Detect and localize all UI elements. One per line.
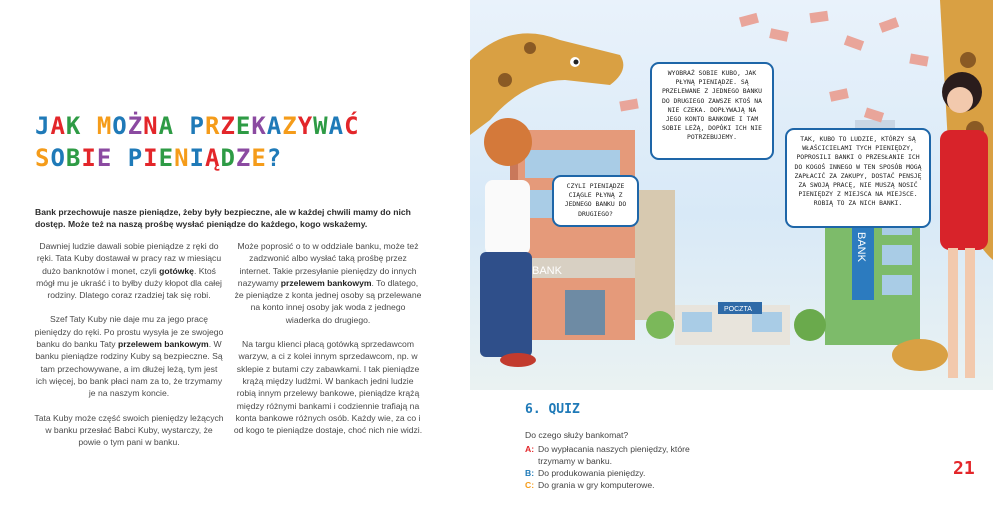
quiz-option-a[interactable]: A: Do wypłacania naszych pieniędzy, które trzymamy w banku. <box>525 444 690 466</box>
title-letter: A <box>328 112 345 140</box>
keyword: przelewem bankowym <box>117 339 209 350</box>
sign-bank-right: BANK <box>855 232 867 262</box>
title-letter: O <box>50 144 66 172</box>
title-letter: I <box>81 144 97 172</box>
title-letter: Ć <box>344 112 360 140</box>
keyword: przelewem bankowym <box>280 277 372 288</box>
title-letter: N <box>174 144 190 172</box>
tree <box>794 309 826 341</box>
speech-bubble-woman: TAK, KUBO TO LUDZIE, KTÓRZY SĄ WŁAŚCICIELAMI TYCH PIENIĘDZY, POPROSILI BANKI O PRZESŁANIE ICH DO KOGOŚ INNEGO W TEN SPOSÓB MOGĄ ZAPŁACIĆ ZA ZAKUPY, DOSTAĆ PENSJĘ ZA SWOJĄ PRACĘ, NIE MUSZĄ NOSIĆ PIENIĘDZY Z MIEJSCA NA MIEJSCE. ROBIĄ TO ZA NICH BANKI. <box>785 128 931 228</box>
title-letter: S <box>35 144 51 172</box>
title-letter: A <box>158 112 175 140</box>
right-page <box>470 0 993 506</box>
title-letter: B <box>65 144 82 172</box>
title-letter: Z <box>282 112 298 140</box>
title-letter: O <box>112 112 128 140</box>
text-column-2 <box>233 240 423 448</box>
paragraph: Dawniej ludzie dawali sobie pieniądze z ręki do ręki. Tata Kuby dostawał w pracy raz w miesiącu dużo banknotów i monet, czyli gotówkę. Ktoś mógł mu je ukraść i to byłby duży kłopot dla całej rodziny. Dlatego coraz rzadziej tak się robi. <box>36 241 222 301</box>
title-letter: ? <box>266 144 283 172</box>
title-letter: Y <box>297 112 314 140</box>
title-letter: K <box>65 112 82 140</box>
paragraph: Tata Kuby może część swoich pieniędzy leżących w banku przesłać Babci Kuby, wystarczy, że powie o tym pani w banku. <box>34 412 224 448</box>
title-letter: I <box>189 144 205 172</box>
speech-bubble-giraffe: WYOBRAŹ SOBIE KUBO, JAK PŁYNĄ PIENIĄDZE. SĄ PRZELEWANE Z JEDNEGO BANKU DO DRUGIEGO ZAWSZE KTOŚ NA NIE CZEKA. DOPŁYWAJĄ NA JEGO KONTO BANKOWE I TAM SOBIE LEŻĄ, DOPÓKI ICH NIE POTRZEBUJEMY. <box>650 62 774 160</box>
title-letter: Z <box>220 112 236 140</box>
title-line-1 <box>35 110 360 142</box>
title-letter <box>112 144 127 172</box>
title-letter: Ż <box>127 112 144 140</box>
quiz-options <box>525 443 698 491</box>
speech-bubble-boy: CZYLI PIENIĄDZE CIĄGLE PŁYNĄ Z JEDNEGO BANKU DO DRUGIEGO? <box>552 175 639 227</box>
page-number: 21 <box>953 458 975 479</box>
title-letter: E <box>96 144 113 172</box>
lead-paragraph: Bank przechowuje nasze pieniądze, żeby były bezpieczne, ale w każdej chwili mamy do nich dostęp. Może też na naszą prośbę wysłać pieniądze do każdego, kogo wskażemy. <box>35 207 411 229</box>
title-line-2 <box>35 142 360 174</box>
sign-post-office: POCZTA <box>724 306 752 313</box>
boy-kuba <box>480 118 536 367</box>
title-letter: E <box>235 112 252 140</box>
paragraph: Może poprosić o to w oddziale banku, może też zadzwonić albo wysłać taką prośbę przez internet. Takie przesyłanie pieniędzy do innych nazywamy przelewem bankowym. To dlatego, że pieniądze z konta jednej osoby są przelewane na konto innej osoby jak woda z jednego wiaderka do drugiego. <box>234 241 422 325</box>
quiz-question: Do czego służy bankomat? <box>525 430 629 440</box>
paragraph: Szef Taty Kuby nie daje mu za jego pracę pieniędzy do ręki. Po prostu wysyła je ze swojego banku do banku Taty przelewem bankowym. W banku pieniądze rodziny Kuby są bezpieczne. Są tam przechowywane, a im dłużej leżą, tym jest ich więcej, bo bank płaci nam za to, że trzymamy je na naszym koncie. <box>34 314 224 399</box>
title-letter: P <box>127 144 144 172</box>
title-letter <box>174 112 189 140</box>
title-letter: W <box>313 112 329 140</box>
title-letter: A <box>50 112 66 140</box>
left-page <box>0 0 470 506</box>
title-letter: K <box>251 112 267 140</box>
text-column-1 <box>34 240 224 460</box>
title-letter: Z <box>235 144 252 172</box>
title-letter: D <box>220 144 236 172</box>
title-letter: P <box>189 112 205 140</box>
quiz-title: 6. QUIZ <box>525 402 580 417</box>
title-letter: M <box>96 112 113 140</box>
keyword: gotówkę <box>159 265 194 276</box>
sign-bank-left: BANK <box>532 265 562 277</box>
page-title <box>35 110 360 174</box>
title-letter <box>81 112 96 140</box>
title-letter: E <box>158 144 175 172</box>
title-letter: J <box>35 112 51 140</box>
title-letter: I <box>143 144 159 172</box>
quiz-option-b[interactable]: B: Do produkowania pieniędzy. <box>525 468 646 478</box>
tree <box>646 311 674 339</box>
paragraph: Na targu klienci płacą gotówką sprzedawcom warzyw, a ci z kolei innym sprzedawcom, np. w sklepie z butami czy zabawkami. I tak pieniądze krążą między ludźmi. W bankach jedni ludzie robią innym przelewy bankowe, pieniądze krążą między różnymi bankami i codziennie trafiają na konta bankowe różnych osób. Każdy wie, za co i od kogo te pieniądze dostaje, choć nich nie widzi. <box>233 339 423 436</box>
quiz-option-c[interactable]: C: Do grania w gry komputerowe. <box>525 480 655 490</box>
title-letter: Ą <box>204 144 221 172</box>
title-letter: R <box>204 112 221 140</box>
title-letter: A <box>266 112 283 140</box>
title-letter: N <box>143 112 159 140</box>
title-letter: E <box>251 144 267 172</box>
